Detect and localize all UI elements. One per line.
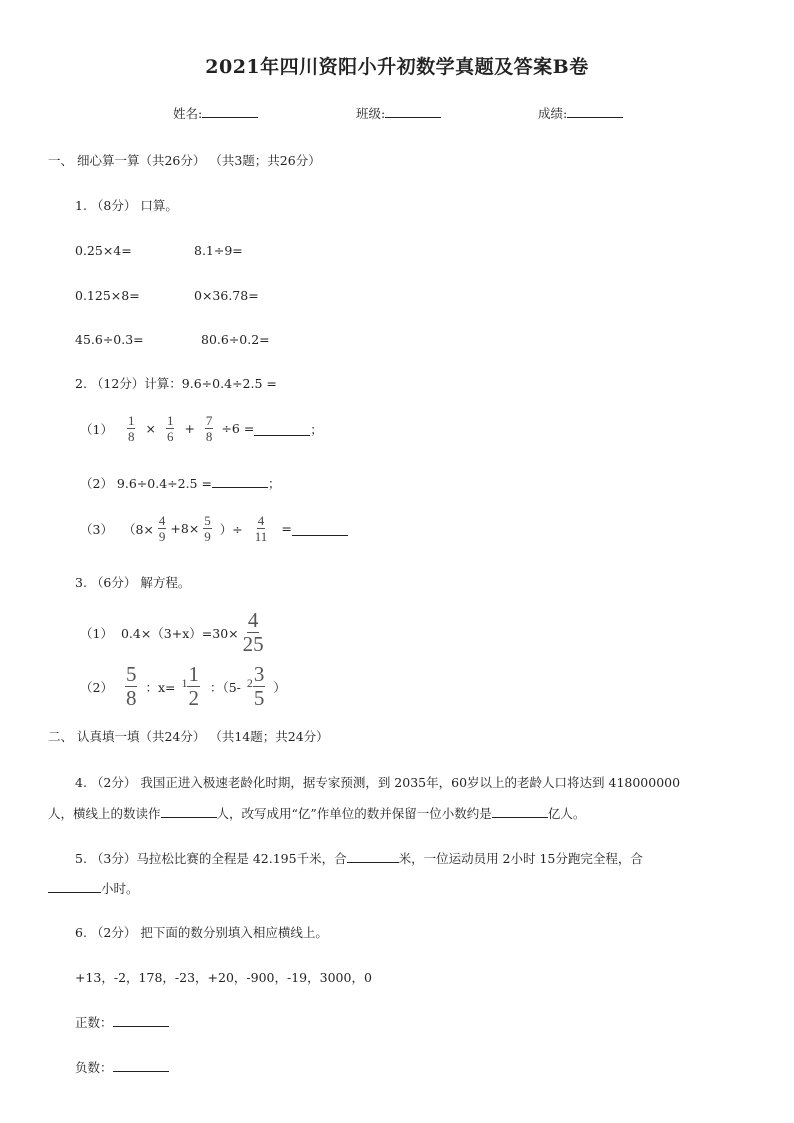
q5-line-2 [48, 879, 139, 897]
q3-equation-1 [80, 610, 268, 655]
fraction [127, 414, 136, 443]
q1-item: 0.25×4= [75, 243, 132, 258]
answer-blank[interactable] [48, 891, 101, 893]
whole-part: 2 [246, 676, 253, 690]
answer-blank[interactable] [292, 534, 348, 536]
q2-heading: 2. （12分）计算：9.6÷0.4÷2.5 = [75, 376, 277, 391]
q5-text-c: 小时。 [101, 881, 139, 896]
q1-item: 0.125×8= [75, 288, 140, 303]
q5-line-1 [75, 849, 643, 867]
denominator: 25 [242, 632, 264, 656]
answer-blank[interactable] [254, 434, 310, 436]
numerator: 1 [188, 662, 199, 686]
numerator: 4 [247, 608, 259, 632]
q2-p2-text: （2） 9.6÷0.4÷2.5 = [80, 476, 212, 491]
q6-heading: 6. （2分） 把下面的数分别填入相应横线上。 [75, 925, 328, 940]
answer-blank[interactable] [492, 816, 548, 818]
denominator: 5 [253, 686, 265, 710]
q6-numbers: +13，-2，178，-23，+20，-900，-19，3000，0 [75, 970, 372, 985]
fraction [158, 514, 167, 543]
q3-e1-text: 0.4×（3+x）=30× [120, 625, 239, 641]
operator: + [184, 421, 195, 436]
answer-blank[interactable] [161, 816, 217, 818]
answer-blank[interactable] [113, 1025, 169, 1027]
section-2-heading: 二、 认真填一填（共24分） （共14题；共24分） [48, 729, 329, 744]
q1-item: 45.6÷0.3= [75, 332, 144, 347]
q1-heading: 1. （8分） 口算。 [75, 198, 178, 213]
denominator: 9 [204, 529, 211, 544]
numerator: 4 [158, 513, 166, 528]
name-field[interactable] [173, 104, 258, 122]
numerator: 1 [166, 413, 174, 428]
q3-e2-colon2: ：（5- [209, 679, 241, 695]
q2-p1-end: ； [310, 421, 323, 437]
fraction [255, 514, 268, 543]
q3-e2-close: ） [273, 679, 286, 695]
class-field[interactable] [356, 104, 441, 122]
name-blank[interactable] [202, 116, 258, 118]
answer-blank[interactable] [212, 486, 268, 488]
negative-label: 负数： [75, 1060, 113, 1075]
numerator: 7 [205, 413, 213, 428]
q2-part-2 [80, 474, 280, 492]
q2-part-1 [80, 414, 323, 443]
score-blank[interactable] [567, 116, 623, 118]
mixed-number [247, 664, 268, 709]
q2-p3-label: （3） [80, 521, 113, 537]
class-blank[interactable] [385, 116, 441, 118]
whole-part: 1 [181, 676, 188, 690]
numerator: 1 [127, 413, 135, 428]
numerator: 4 [257, 513, 265, 528]
q3-heading: 3. （6分） 解方程。 [75, 575, 191, 590]
answer-blank[interactable] [113, 1070, 169, 1072]
score-label: 成绩: [538, 106, 568, 121]
denominator: 8 [125, 686, 137, 710]
q4-text-c: 亿人。 [547, 806, 586, 821]
denominator: 11 [254, 529, 268, 544]
q1-item: 80.6÷0.2= [201, 332, 270, 347]
q2-p2-end: ； [267, 476, 281, 491]
q1-item: 8.1÷9= [194, 243, 243, 258]
fraction [243, 610, 264, 655]
q2-p3-eq: = [281, 521, 292, 536]
denominator: 9 [158, 529, 166, 544]
q5-text-b: 米，一位运动员用 2小时 15分跑完全程，合 [398, 851, 643, 866]
denominator: 8 [127, 429, 135, 444]
page-title: 2021年四川资阳小升初数学真题及答案B卷 [205, 56, 589, 78]
fraction [253, 664, 266, 709]
q2-p3-close: ）÷ [219, 521, 243, 537]
positive-label: 正数： [75, 1015, 113, 1030]
fraction [187, 664, 200, 709]
mixed-number [181, 664, 202, 709]
fraction [205, 414, 214, 443]
q6-positive-row [75, 1013, 169, 1031]
fraction [125, 664, 138, 709]
q1-item: 0×36.78= [194, 288, 259, 303]
fraction [166, 414, 175, 443]
q4-text-b: 人，改写成用“亿”作单位的数并保留一位小数约是 [216, 806, 492, 821]
name-label: 姓名: [173, 106, 203, 121]
q2-p3-open: （8× [122, 521, 154, 537]
q2-p1-tail: ÷6 = [221, 421, 255, 436]
fraction [203, 514, 212, 543]
q3-e2-label: （2） [80, 679, 113, 695]
operator: × [145, 421, 156, 436]
denominator: 8 [205, 429, 213, 444]
answer-blank[interactable] [347, 861, 399, 863]
denominator: 2 [188, 686, 199, 710]
q4-text-a: 人，横线上的数读作 [48, 806, 161, 821]
q3-equation-2 [80, 664, 286, 709]
q5-text-a: 5. （3分）马拉松比赛的全程是 42.195千米，合 [75, 851, 347, 866]
q4-line-2 [48, 804, 585, 822]
q2-part-3 [80, 514, 348, 543]
numerator: 5 [125, 662, 137, 686]
q3-e2-colon1: ：x= [145, 679, 176, 695]
q2-p3-mid: +8× [170, 521, 200, 536]
q4-line-1: 4. （2分） 我国正进入极速老龄化时期，据专家预测，到 2035年，60岁以上的老龄人口将达到 418000000 [75, 775, 681, 790]
numerator: 5 [204, 513, 211, 528]
q2-p1-label: （1） [80, 421, 113, 437]
section-1-heading: 一、 细心算一算（共26分） （共3题；共26分） [48, 153, 321, 168]
score-field[interactable] [538, 104, 623, 122]
q3-e1-label: （1） [80, 625, 113, 641]
q6-negative-row [75, 1058, 169, 1076]
denominator: 6 [166, 429, 174, 444]
numerator: 3 [253, 662, 265, 686]
class-label: 班级: [356, 106, 386, 121]
